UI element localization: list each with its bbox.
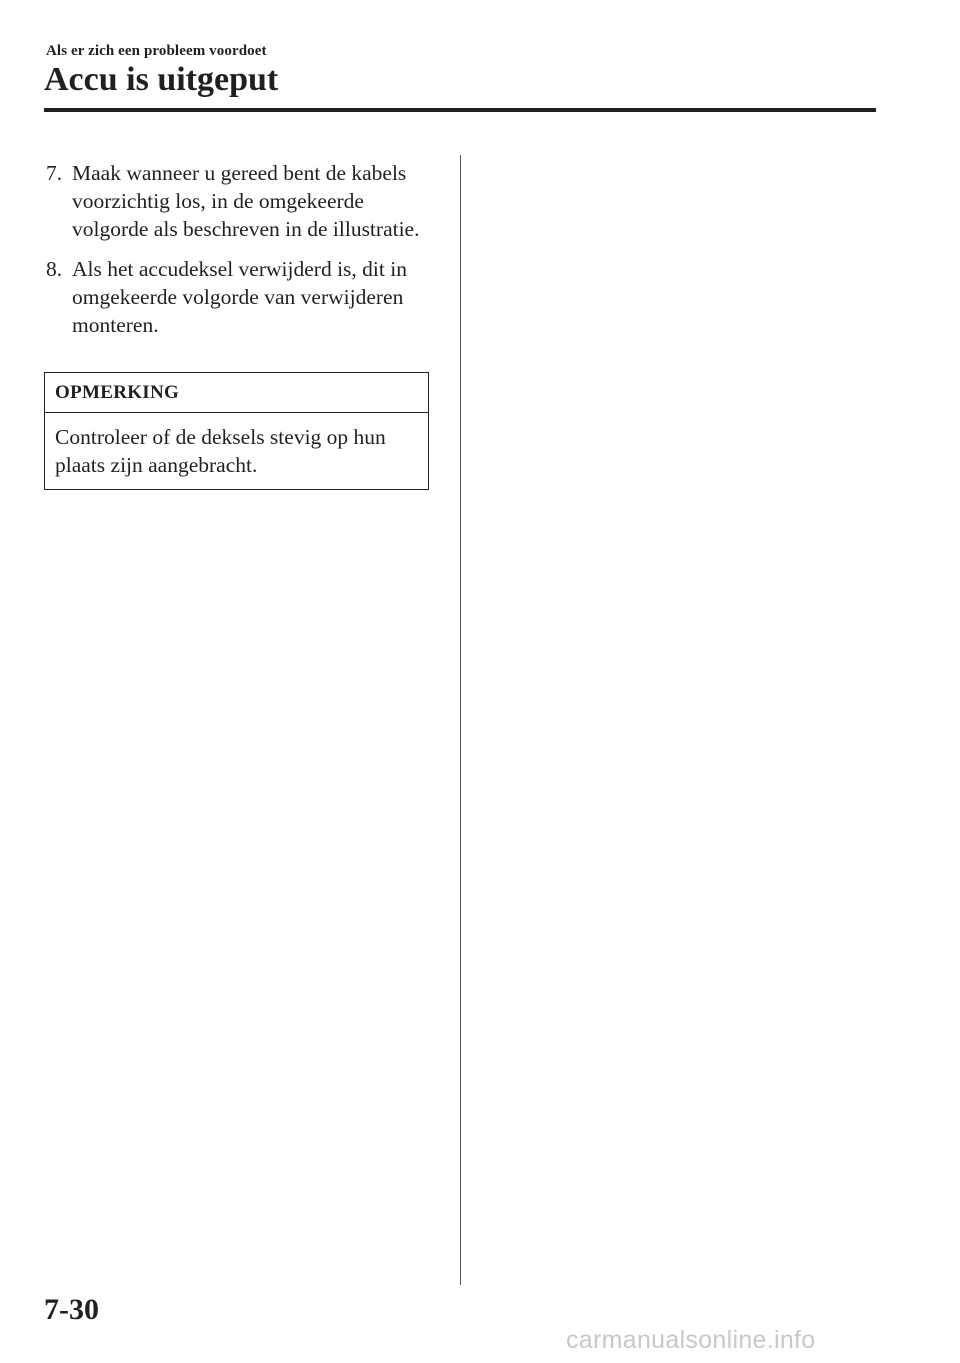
step-item [46,159,434,243]
note-body: Controleer of de deksels stevig op hun plaats zijn aangebracht. [55,425,386,477]
column-divider [460,155,461,1285]
page-number: 7-30 [44,1293,99,1326]
page-title: Accu is uitgeput [44,61,279,98]
note-box [44,372,429,490]
section-label: Als er zich een probleem voordoet [46,43,267,59]
watermark: carmanualsonline.info [566,1326,816,1354]
note-heading: OPMERKING [45,373,428,413]
step-item [46,255,434,339]
step-text: Als het accudeksel verwijderd is, dit in omgekeerde volgorde van verwijderen monteren. [72,257,407,337]
step-text: Maak wanneer u gereed bent de kabels voorzichtig los, in de omgekeerde volgorde als beschreven in de illustratie. [72,161,420,241]
step-number: 8. [46,257,63,281]
title-rule [44,108,876,112]
step-number: 7. [46,161,63,185]
instruction-steps [46,159,434,351]
